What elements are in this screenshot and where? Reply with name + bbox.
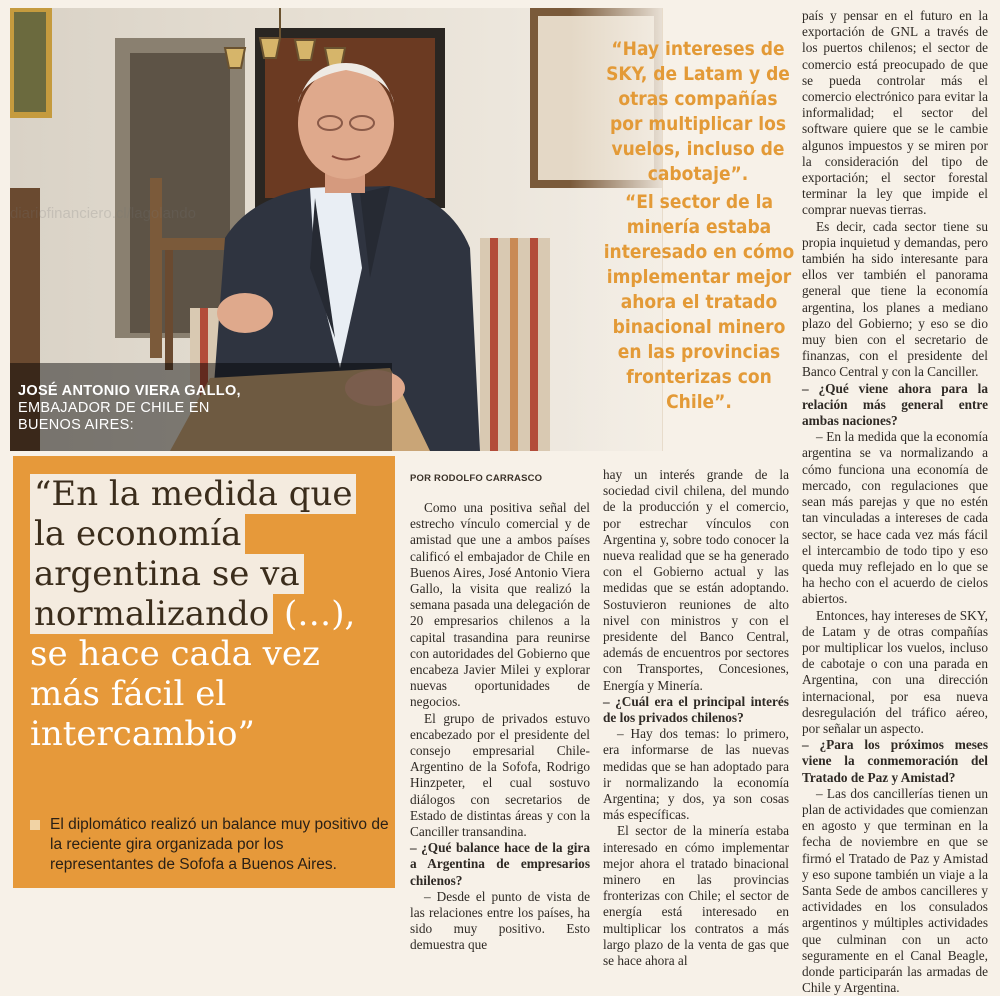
bullet-square-icon (30, 820, 40, 830)
interview-question: – ¿Cuál era el principal interés de los privados chilenos? (603, 693, 789, 726)
caption-name: JOSÉ ANTONIO VIERA GALLO, (18, 383, 241, 399)
article-paragraph: Entonces, hay intereses de SKY, de Latam y de otras compañías por multiplicar los vuelos, incluso de cabotaje o con una parada en Argentina, con una dirección internacional, por esa nueva desregulación del tráfico aéreo, por señalar un aspecto. (802, 607, 988, 736)
article-paragraph: – En la medida que la economía argentina se va normalizando a cómo funciona una economía de mercado, con regulaciones que sean más parejas y que no estén tan vinculadas a intereses de cada sector, se hace cada vez más fácil el intercambio de todo tipo y eso queda muy reflejado en lo que se ha hecho con el acuerdo de cielos abiertos. (802, 429, 988, 607)
summary-text: El diplomático realizó un balance muy positivo de la reciente gira organizada por los representantes de Sofofa a Buenos Aires. (50, 816, 389, 873)
article-paragraph: Como una positiva señal del estrecho vínculo comercial y de amistad que une a ambos países calificó el embajador de Chile en Buenos Aires, José Antonio Viera Gallo, la visita que realizó la semana pasada una delegación de 20 empresarios chilenos a la capital trasandina para reunirse con autoridades del Gobierno que encabeza Javier Milei y explorar nuevas oportunidades de negocios. (410, 500, 590, 710)
pull-quote-mining: “El sector de la minería estaba interesado en cómo implementar mejor ahora el tratado binacional minero en las provincias fronterizas con Chile”. (603, 191, 795, 413)
article-paragraph: – Hay dos temas: lo primero, era informarse de las nuevas medidas que se han adoptado para ir normalizando la economía Argentina; y dos, ya son cosas más específicas. (603, 726, 789, 823)
caption-role: EMBAJADOR DE CHILE EN BUENOS AIRES: (18, 400, 210, 433)
article-paragraph: – Las dos cancillerías tienen un plan de actividades que comienzan en agosto y que terminan en la fecha de noviembre en que se firmó el Tratado de Paz y Amistad y eso supone también un viaje a la Santa Sede de ambos cancilleres y actividades en los consulados argentinos y múltiples actividades que culminan con un acto seguramente en el Canal Beagle, donde participarán las armadas de Chile y Argentina. (802, 785, 988, 996)
photo-caption (18, 383, 256, 434)
interview-question: – ¿Qué viene ahora para la relación más general entre ambas naciones? (802, 380, 988, 429)
byline: POR RODOLFO CARRASCO (410, 473, 543, 484)
article-paragraph: hay un interés grande de la sociedad civil chilena, del mundo de la producción y el comercio, por estrechar vínculos con Argentina y, sobre todo conocer la nueva realidad que se ha generado con el Gobierno actual y las medidas que se están adoptando. Sostuvieron reuniones de alto nivel con ministros y con el presidente del Banco Central, además de encuentros por sectores con Transportes, Concesiones, Energía y Minería. (603, 467, 789, 693)
article-column-3 (802, 8, 988, 996)
pull-quote-flights: “Hay intereses de SKY, de Latam y de otras compañías por multiplicar los vuelos, incluso de cabotaje”. (606, 38, 790, 185)
article-column-1 (410, 500, 590, 954)
article-paragraph: El grupo de privados estuvo encabezado por el presidente del consejo empresarial Chile-Argentino de la Sofofa, Rodrigo Hinzpeter, el cual sostuvo diálogos con secretarios de Estado de distintas áreas y con la Canciller transandina. (410, 710, 590, 840)
article-paragraph: El sector de la minería estaba interesado en cómo implementar mejor ahora el tratado binacional minero en las provincias fronterizas con Chile; el sector de energía está interesado en multiplicar los contratos a más largo plazo de la venta de gas que se hace ahora al (603, 823, 789, 969)
headline-highlighted: “En la medida que la economía argentina se va normalizando (30, 474, 356, 634)
article-column-2 (603, 467, 789, 969)
interview-question: – ¿Qué balance hace de la gira a Argentina de empresarios chilenos? (410, 840, 590, 888)
summary-lead (30, 815, 390, 875)
headline-quote (30, 474, 390, 754)
article-paragraph: Es decir, cada sector tiene su propia inquietud y demandas, pero también ha sido interesante para ellos ver también el panorama general que tiene la economía argentina, los planes a mediano plazo del Gobierno; y eso se dio muy bien con el secretario de finanzas, con el presidente del Banco Central y con la Canciller. (802, 218, 988, 380)
interview-question: – ¿Para los próximos meses viene la conmemoración del Tratado de Paz y Amistad? (802, 737, 988, 785)
article-paragraph: – Desde el punto de vista de las relaciones entre los países, ha sido muy positivo. Esto demuestra que (410, 888, 590, 953)
watermark-text: diariofinanciero.cl/lagolando (10, 205, 196, 222)
article-paragraph: país y pensar en el futuro en la exportación de GNL a través de los puertos chilenos; el sector de comercio está preocupado de que se pueda controlar más el comercio electrónico para evitar la informalidad; el sector del software quiere que se le cambie algunos impuestos y se miren por la consideración del tipo de exportación; el sector forestal terminar la ley que impide el comprar nuevas tierras. (802, 8, 988, 218)
headline-rest: (…), se hace cada vez más fácil el intercambio” (30, 594, 356, 754)
